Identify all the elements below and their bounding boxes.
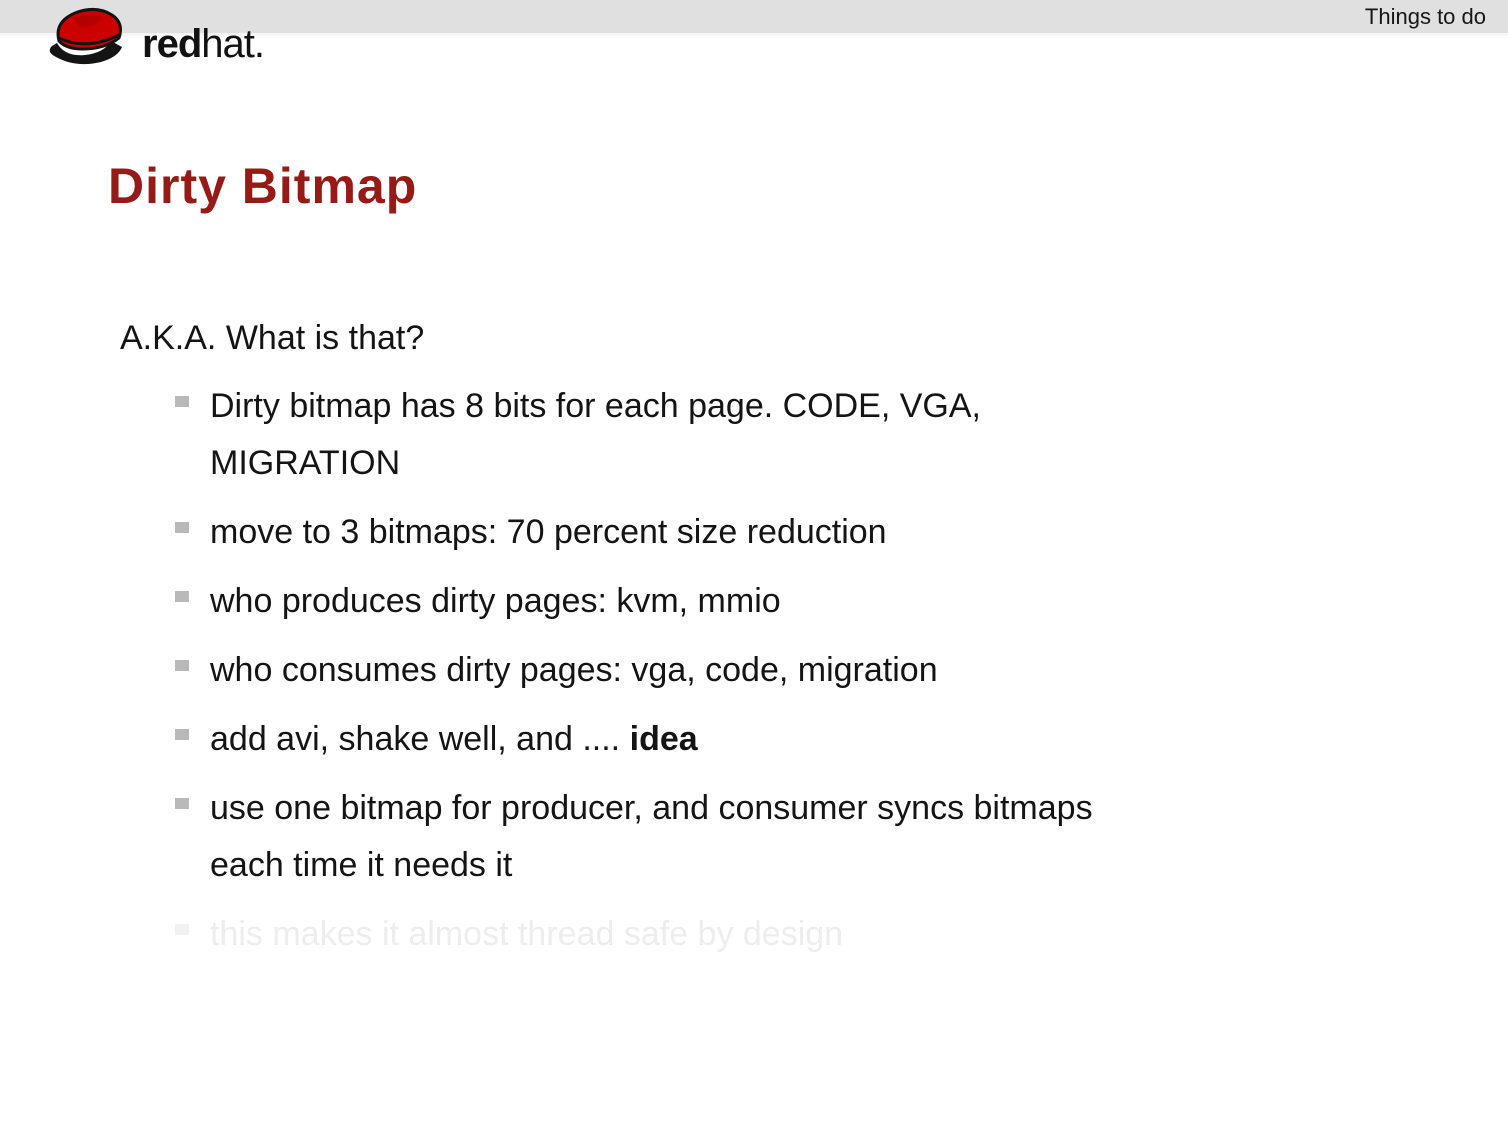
slide-title: Dirty Bitmap bbox=[108, 157, 418, 214]
bullet-square-icon bbox=[175, 729, 189, 740]
list-item bbox=[120, 711, 1400, 768]
redhat-wordmark bbox=[142, 24, 264, 70]
slide-body bbox=[120, 310, 1400, 975]
list-item bbox=[120, 642, 1400, 699]
bullet-text: who produces dirty pages: kvm, mmio bbox=[210, 582, 781, 620]
bullet-list bbox=[120, 378, 1400, 963]
wordmark-hat: hat. bbox=[201, 22, 264, 66]
bullet-text: Dirty bitmap has 8 bits for each page. CODE, VGA, bbox=[210, 387, 981, 425]
bullet-square-icon bbox=[175, 924, 189, 935]
bullet-text: add avi, shake well, and .... bbox=[210, 720, 621, 758]
bullet-square-icon bbox=[175, 396, 189, 407]
intro-line: A.K.A. What is that? bbox=[120, 319, 425, 357]
redhat-fedora-icon bbox=[44, 4, 136, 70]
list-item bbox=[120, 378, 1400, 492]
bullet-square-icon bbox=[175, 660, 189, 671]
bullet-text: use one bitmap for producer, and consumer syncs bitmaps bbox=[210, 789, 1093, 827]
wordmark-red: red bbox=[142, 22, 202, 66]
bullet-text: each time it needs it bbox=[210, 846, 513, 884]
redhat-logo bbox=[44, 4, 264, 70]
bullet-text: move to 3 bitmaps: 70 percent size reduction bbox=[210, 513, 887, 551]
bullet-text: MIGRATION bbox=[210, 444, 401, 482]
list-item bbox=[120, 504, 1400, 561]
bullet-text: this makes it almost thread safe by design bbox=[210, 915, 844, 953]
bullet-square-icon bbox=[175, 591, 189, 602]
section-title: Things to do bbox=[1364, 4, 1486, 29]
bullet-text: who consumes dirty pages: vga, code, migration bbox=[210, 651, 938, 689]
list-item bbox=[120, 780, 1400, 894]
bullet-square-icon bbox=[175, 798, 189, 809]
list-item bbox=[120, 573, 1400, 630]
list-item-dimmed bbox=[120, 906, 1400, 963]
bullet-square-icon bbox=[175, 522, 189, 533]
bullet-emphasis-text: idea bbox=[629, 720, 698, 758]
